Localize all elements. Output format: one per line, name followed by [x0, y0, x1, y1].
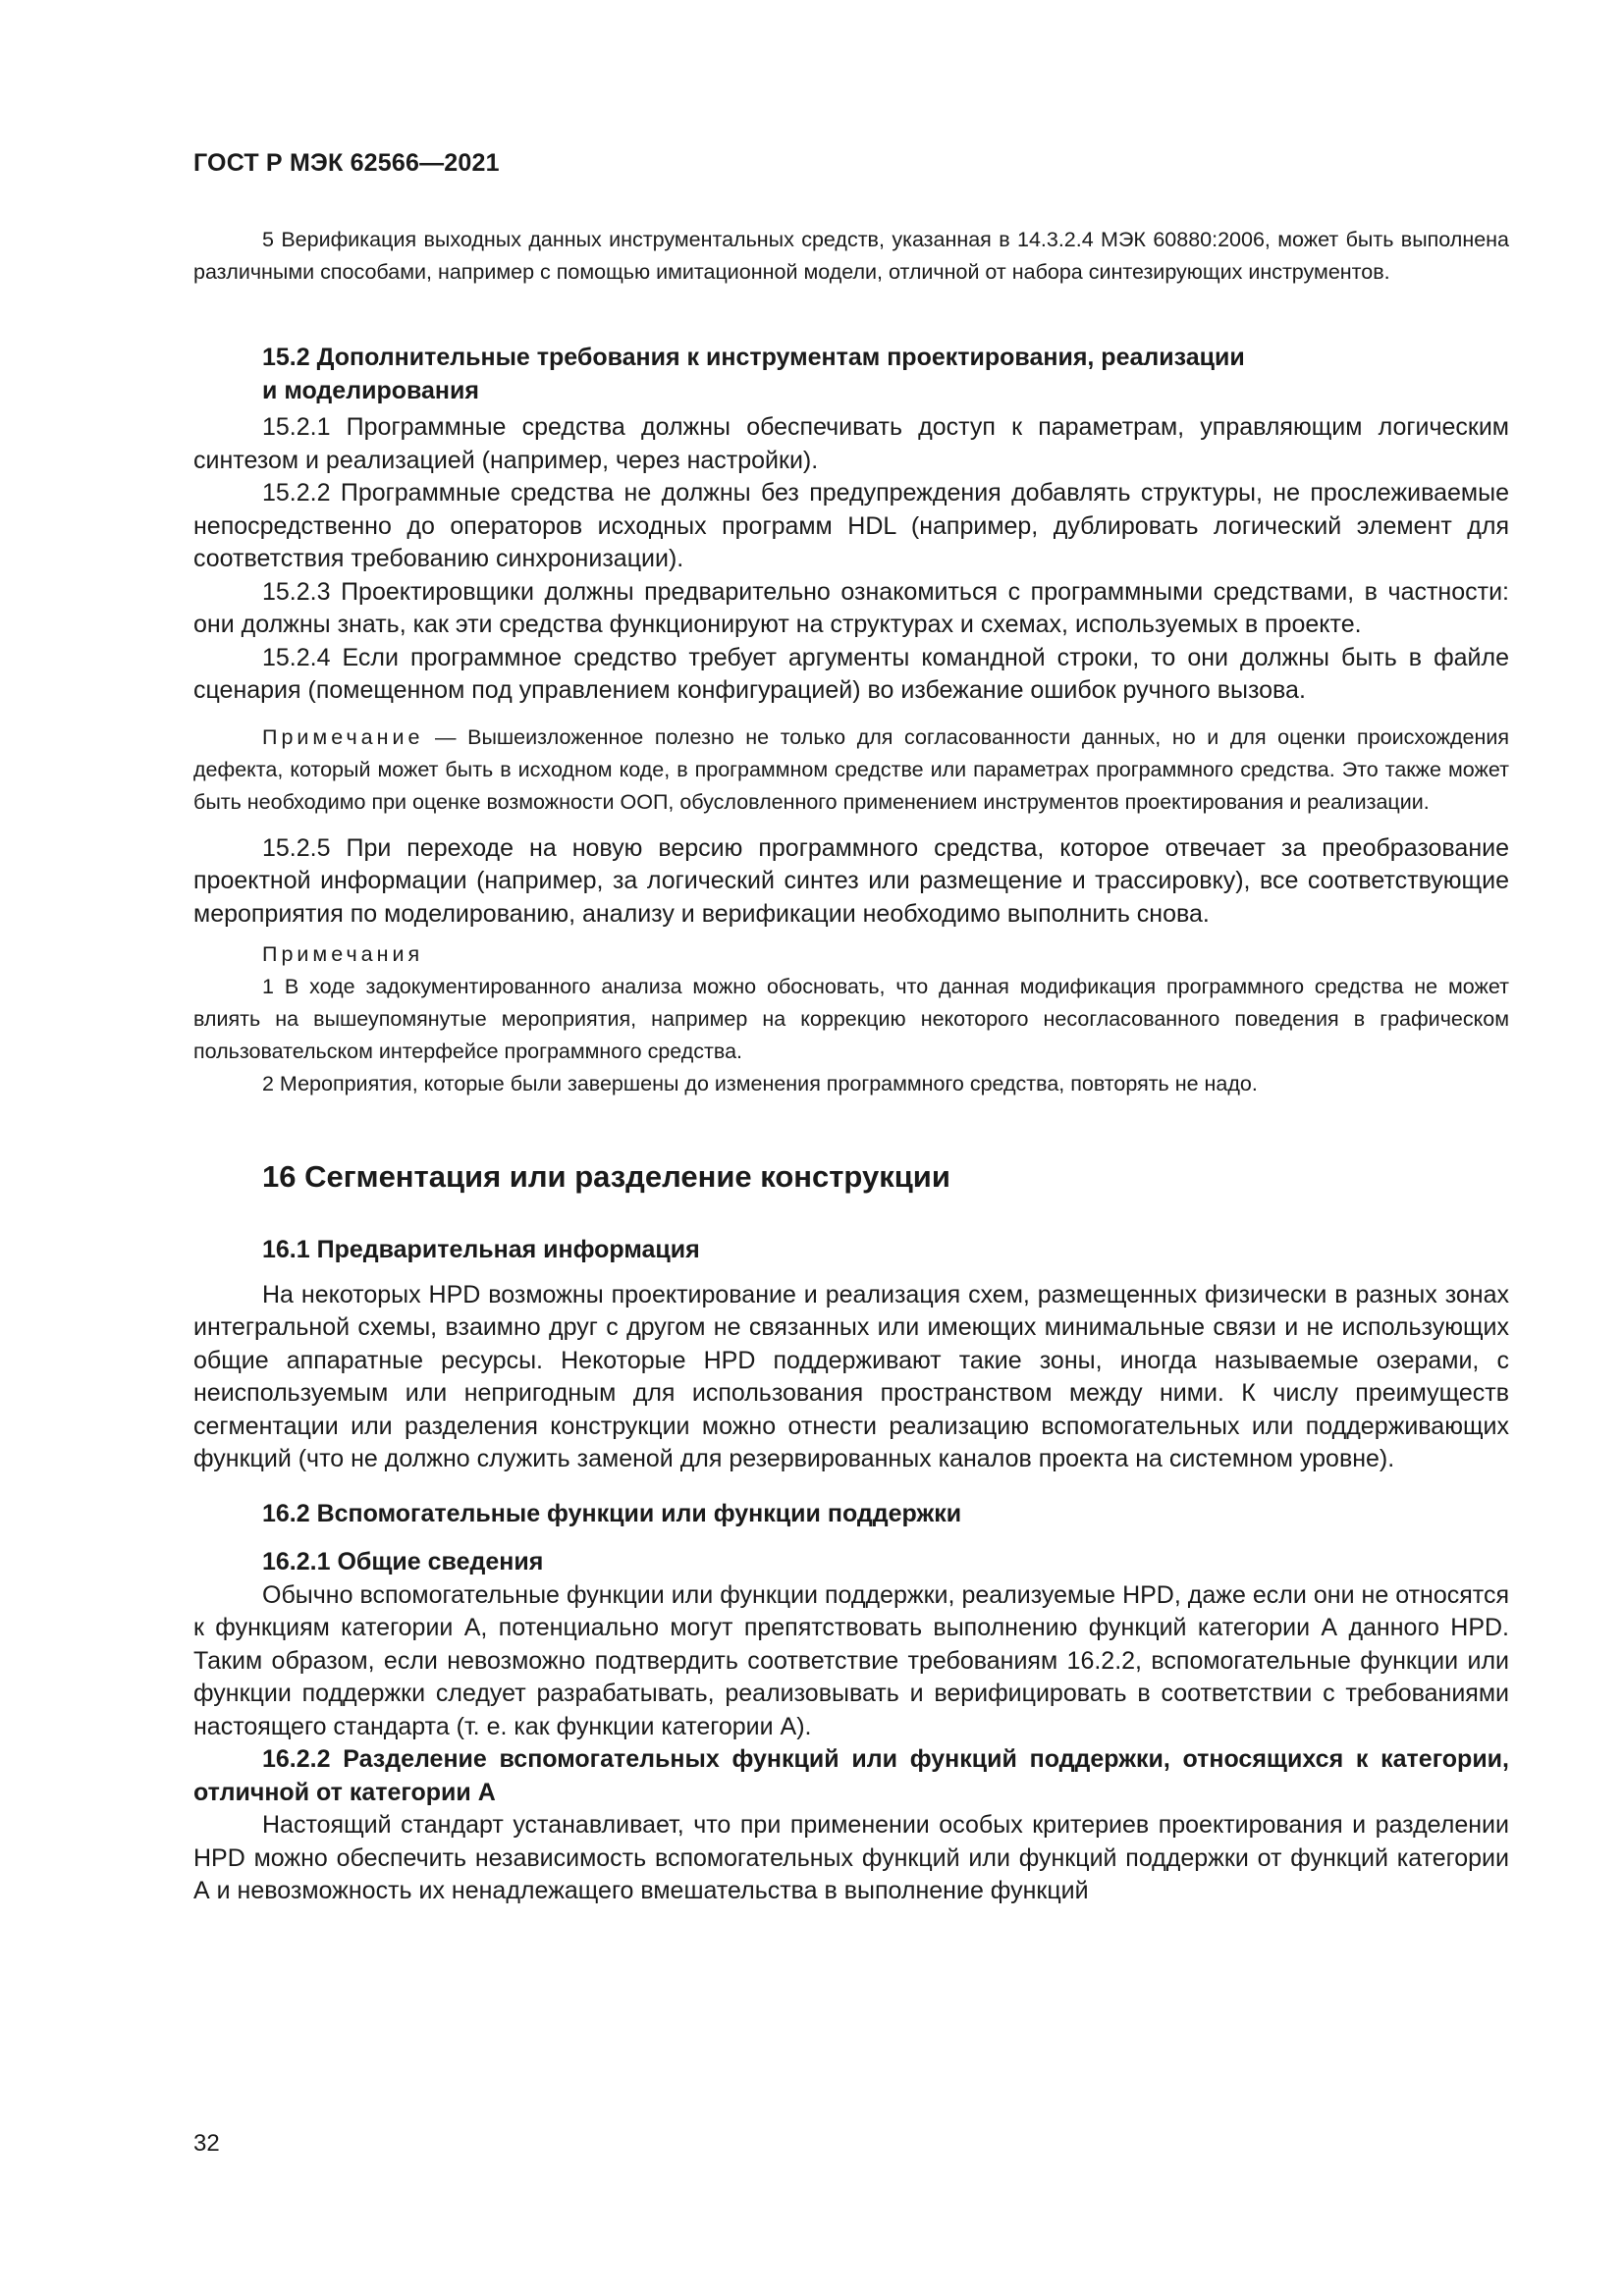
para-16-2-2: Настоящий стандарт устанавливает, что при применении особых критериев проектирования и разделении HPD можно обеспечить независимость вспомогательных функций или функций поддержки от функций категории А и невозможность их ненадлежащего вмешательства в выполнение функций — [193, 1811, 1509, 1904]
section-15-2-title-line1: 15.2 Дополнительные требования к инструментам проектирования, реализации — [262, 344, 1245, 371]
content-column — [193, 224, 1509, 1908]
section-16-title: 16 Сегментация или разделение конструкции — [262, 1159, 950, 1194]
note-1: 1 В ходе задокументированного анализа можно обосновать, что данная модификация программного средства не может влиять на вышеупомянутые мероприятия, например на коррекцию некоторого несогласованного поведения в графическом пользовательском интерфейсе программного средства. — [193, 975, 1509, 1063]
section-16-1-title: 16.1 Предварительная информация — [262, 1236, 700, 1263]
para-15-2-3: 15.2.3 Проектировщики должны предварительно ознакомиться с программными средствами, в частности: они должны знать, как эти средства функционируют на структурах и схемах, используемых в проекте. — [193, 577, 1509, 638]
section-16-2-title: 16.2 Вспомогательные функции или функции поддержки — [262, 1499, 962, 1527]
notes-title: Примечания — [262, 942, 424, 966]
para-16-1: На некоторых HPD возможны проектирование и реализация схем, размещенных физически в разных зонах интегральной схемы, взаимно друг с другом не связанных или имеющих минимальные связи и не использующих общие аппаратные ресурсы. Некоторые HPD поддерживают такие зоны, иногда называемые озерами, с неиспользуемым или непригодным для использования пространством между ними. К числу преимуществ сегментации или разделения конструкции можно отнести реализацию вспомогательных или поддерживающих функций (что не должно служить заменой для резервированных каналов проекта на системном уровне). — [193, 1280, 1509, 1472]
para-15-2-1: 15.2.1 Программные средства должны обеспечивать доступ к параметрам, управляющим логическим синтезом и реализацией (например, через настройки). — [193, 413, 1509, 474]
intro-note: 5 Верификация выходных данных инструментальных средств, указанная в 14.3.2.4 МЭК 60880:2006, может быть выполнена различными способами, например с помощью имитационной модели, отличной от набора синтезирующих инструментов. — [193, 228, 1509, 284]
note-text: — Вышеизложенное полезно не только для согласованности данных, но и для оценки происхождения дефекта, который может быть в исходном коде, в программном средстве или параметрах программного средства. Это также может быть необходимо при оценке возможности ООП, обусловленного применением инструментов проектирования и реализации. — [193, 724, 1509, 814]
para-15-2-4: 15.2.4 Если программное средство требует аргументы командной строки, то они должны быть в файле сценария (помещенном под управлением конфигурацией) во избежание ошибок ручного вызова. — [193, 643, 1509, 704]
note-15-2-4 — [193, 721, 1509, 819]
section-16-2-2-title: 16.2.2 Разделение вспомогательных функций или функций поддержки, относящихся к категории, отличной от категории А — [193, 1745, 1509, 1806]
note-label: Примечание — [262, 724, 424, 749]
para-15-2-2: 15.2.2 Программные средства не должны без предупреждения добавлять структуры, не прослеживаемые непосредственно до операторов исходных программ HDL (например, дублировать логический элемент для соответствия требованию синхронизации). — [193, 479, 1509, 572]
page-number: 32 — [193, 2130, 220, 2157]
section-15-2-heading — [193, 342, 1509, 407]
section-15-2-title-line2: и моделирования — [262, 376, 479, 404]
para-15-2-5: 15.2.5 При переходе на новую версию программного средства, которое отвечает за преобразование проектной информации (например, за логический синтез или размещение и трассировку), все соответствующие мероприятия по моделированию, анализу и верификации необходимо выполнить снова. — [193, 833, 1509, 928]
para-16-2-1: Обычно вспомогательные функции или функции поддержки, реализуемые HPD, даже если они не относятся к функциям категории А, потенциально могут препятствовать выполнению функций категории А данного HPD. Таким образом, если невозможно подтвердить соответствие требованиям 16.2.2, вспомогательные функции или функции поддержки следует разрабатывать, реализовывать и верифицировать в соответствии с требованиями настоящего стандарта (т. е. как функции категории А). — [193, 1580, 1509, 1740]
standard-header: ГОСТ Р МЭК 62566—2021 — [193, 149, 500, 177]
section-16-2-1-title: 16.2.1 Общие сведения — [262, 1548, 544, 1575]
note-2: 2 Мероприятия, которые были завершены до изменения программного средства, повторять не надо. — [262, 1072, 1258, 1095]
